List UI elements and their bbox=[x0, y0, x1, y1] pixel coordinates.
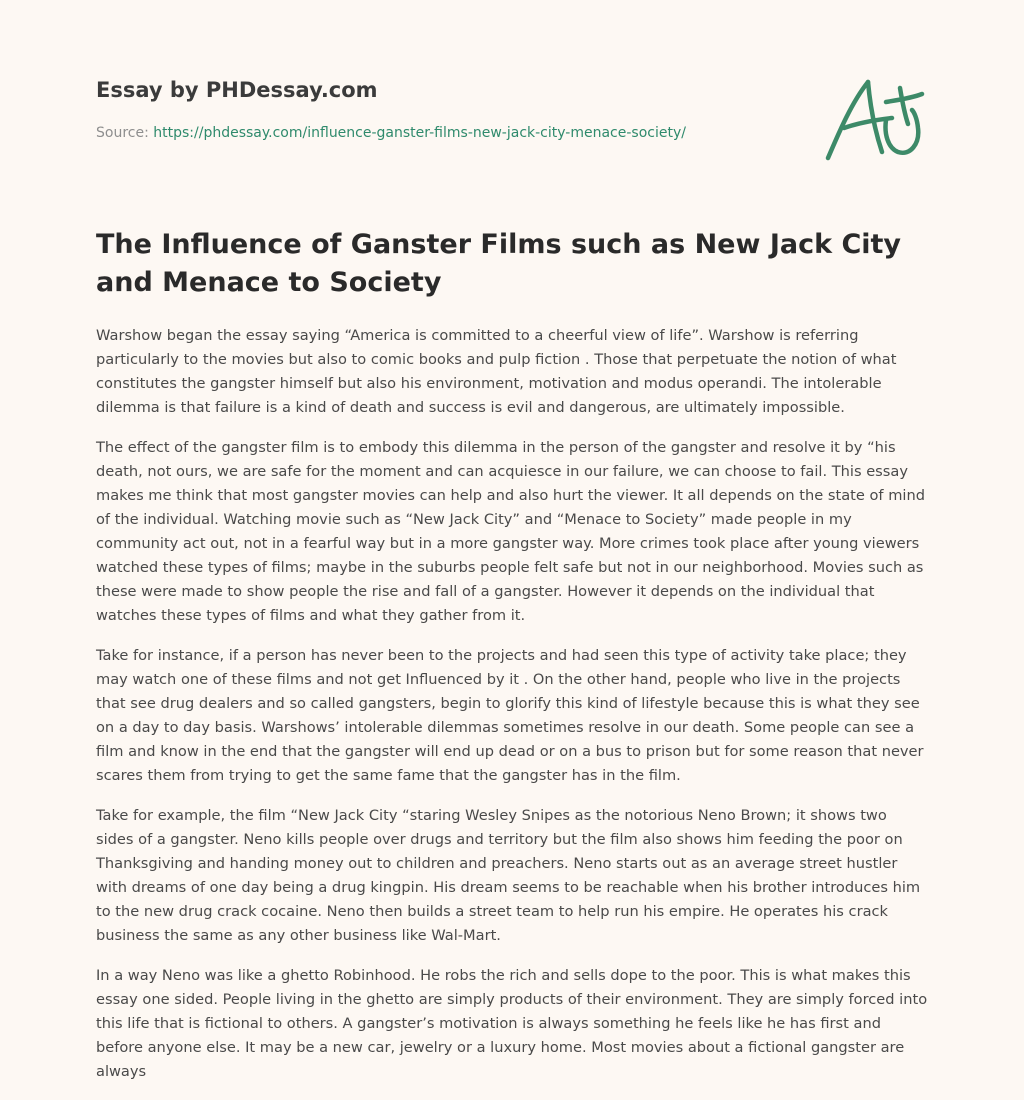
essay-title: The Influence of Ganster Films such as New Jack City and Menace to Society bbox=[96, 229, 902, 298]
essay-paragraph: The effect of the gangster film is to embody this dilemma in the person of the gangster and resolve it by “his death, not ours, we are safe for the moment and can acquiesce in our failure, we can choose to fail. This essay makes me think that most gangster movies can help and also hurt the viewer. It all depends on the state of mind of the individual. Watching movie such as “New Jack City” and “Menace to Society” made people in my community act out, not in a fearful way but in a more gangster way. More crimes took place after young viewers watched these types of films; maybe in the suburbs people felt safe but not in our neighborhood. Movies such as these were made to show people the rise and fall of a gangster. However it depends on the individual that watches these types of films and what they gather from it. bbox=[96, 439, 925, 624]
site-brand: Essay by PHDessay.com bbox=[96, 78, 378, 102]
essay-paragraph: Take for instance, if a person has never been to the projects and had seen this type of activity take place; they may watch one of these films and not get Influenced by it . On the other hand, people who live in the projects that see drug dealers and so called gangsters, begin to glorify this kind of lifestyle because this is what they see on a day to day basis. Warshows’ intolerable dilemmas sometimes resolve in our death. Some people can see a film and know in the end that the gangster will end up dead or on a bus to prison but for some reason that never scares them from trying to get the same fame that the gangster has in the film. bbox=[96, 647, 924, 784]
essay-paragraph: Take for example, the film “New Jack City “staring Wesley Snipes as the notorious Neno Brown; it shows two sides of a gangster. Neno kills people over drugs and territory but the film also shows him feeding the poor on Thanksgiving and handing money out to children and preachers. Neno starts out as an average street hustler with dreams of one day being a drug kingpin. His dream seems to be reachable when his brother introduces him to the new drug crack cocaine. Neno then builds a street team to help run his empire. He operates his crack business the same as any other business like Wal-Mart. bbox=[96, 807, 921, 944]
a-plus-logo-icon bbox=[822, 68, 928, 164]
page-header bbox=[96, 76, 796, 143]
source-link[interactable]: https://phdessay.com/influence-ganster-films-new-jack-city-menace-society/ bbox=[153, 125, 686, 141]
source-line bbox=[96, 123, 796, 143]
essay-body bbox=[96, 324, 928, 1100]
essay-paragraph: In a way Neno was like a ghetto Robinhood. He robs the rich and sells dope to the poor. This is what makes this essay one sided. People living in the ghetto are simply products of their environment. They are simply forced into this life that is fictional to others. A gangster’s motivation is always something he feels like he has first and before anyone else. It may be a new car, jewelry or a luxury home. Most movies about a fictional gangster are always bbox=[96, 967, 928, 1080]
essay-paragraph: Warshow began the essay saying “America is committed to a cheerful view of life”. Warshow is referring particularly to the movies but also to comic books and pulp fiction . Those that perpetuate the notion of what constitutes the gangster himself but also his environment, motivation and modus operandi. The intolerable dilemma is that failure is a kind of death and success is evil and dangerous, are ultimately impossible. bbox=[96, 327, 897, 416]
source-label: Source: bbox=[96, 125, 149, 141]
